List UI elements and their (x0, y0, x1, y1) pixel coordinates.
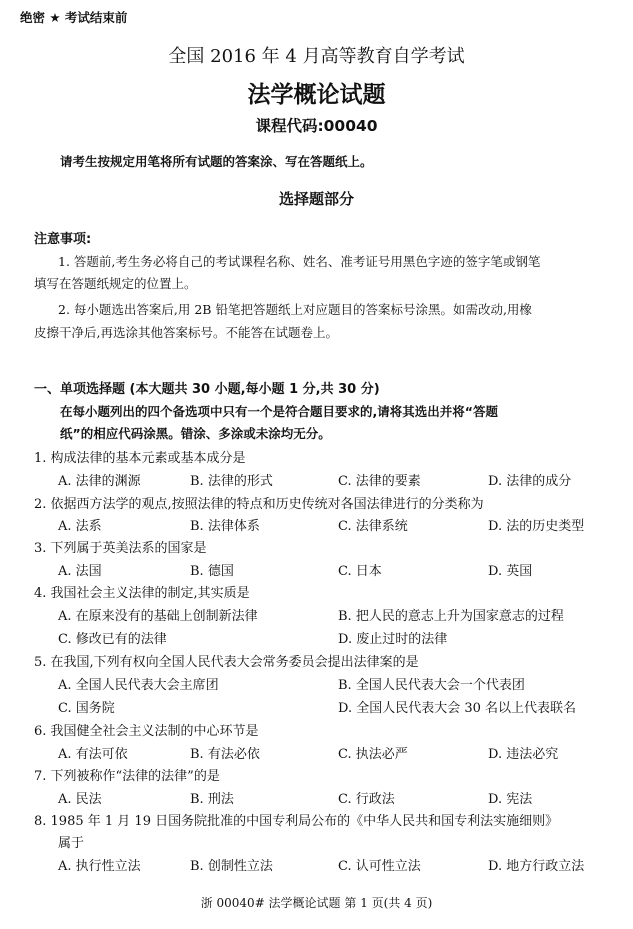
question-stem: 7. 下列被称作“法律的法律”的是 (34, 769, 220, 784)
option: C. 修改已有的法律 (58, 632, 167, 647)
option: D. 英国 (488, 564, 533, 579)
option: B. 把人民的意志上升为国家意志的过程 (338, 609, 564, 624)
notes-title: 注意事项: (34, 232, 92, 247)
section-desc-line: 在每小题列出的四个备选项中只有一个是符合题目要求的,请将其选出并将“答题 (60, 404, 498, 419)
option: B. 德国 (190, 564, 234, 579)
question-stem: 2. 依据西方法学的观点,按照法律的特点和历史传统对各国法律进行的分类称为 (34, 497, 484, 512)
option: A. 有法可依 (58, 747, 128, 762)
section-title: 一、单项选择题 (本大题共 30 小题,每小题 1 分,共 30 分) (34, 382, 380, 397)
option: A. 法律的渊源 (58, 474, 141, 489)
question-stem: 4. 我国社会主义法律的制定,其实质是 (34, 586, 250, 601)
part-title: 选择题部分 (278, 190, 354, 208)
option: C. 法律的要素 (338, 474, 421, 489)
option: D. 全国人民代表大会 30 名以上代表联名 (338, 701, 577, 716)
option: B. 刑法 (190, 792, 234, 807)
note-line: 1. 答题前,考生务必将自己的考试课程名称、姓名、准考证号用黑色字迹的签字笔或钢笔 (58, 254, 541, 269)
note-line: 2. 每小题选出答案后,用 2B 铅笔把答题纸上对应题目的答案标号涂黑。如需改动,用橡 (58, 302, 532, 317)
question-stem: 3. 下列属于英美法系的国家是 (34, 541, 207, 556)
option: C. 行政法 (338, 792, 395, 807)
option: C. 法律系统 (338, 519, 408, 534)
question-stem: 6. 我国健全社会主义法制的中心环节是 (34, 724, 259, 739)
option: D. 法律的成分 (488, 474, 572, 489)
option: D. 废止过时的法律 (338, 632, 448, 647)
option: C. 日本 (338, 564, 382, 579)
option: C. 执法必严 (338, 747, 408, 762)
option: C. 国务院 (58, 701, 115, 716)
question-stem-continued: 属于 (58, 836, 85, 851)
option: B. 有法必依 (190, 747, 260, 762)
option: B. 法律体系 (190, 519, 260, 534)
option: D. 地方行政立法 (488, 859, 585, 874)
section-desc-line: 纸”的相应代码涂黑。错涂、多涂或未涂均无分。 (60, 426, 331, 441)
paper-title: 法学概论试题 (247, 82, 386, 108)
answer-instruction: 请考生按规定用笔将所有试题的答案涂、写在答题纸上。 (60, 154, 373, 169)
option: A. 法国 (58, 564, 102, 579)
option: A. 民法 (58, 792, 102, 807)
page-footer: 浙 00040# 法学概论试题 第 1 页(共 4 页) (200, 896, 433, 910)
option: D. 违法必究 (488, 747, 559, 762)
option: A. 在原来没有的基础上创制新法律 (58, 609, 258, 624)
option: B. 全国人民代表大会一个代表团 (338, 678, 525, 693)
option: A. 全国人民代表大会主席团 (58, 678, 219, 693)
course-code: 课程代码:00040 (255, 117, 378, 135)
secret-label: 绝密 ★ 考试结束前 (20, 10, 128, 25)
option: A. 法系 (58, 519, 102, 534)
option: B. 法律的形式 (190, 474, 273, 489)
note-line: 皮擦干净后,再选涂其他答案标号。不能答在试题卷上。 (34, 325, 338, 340)
question-stem: 1. 构成法律的基本元素或基本成分是 (34, 451, 246, 466)
note-line: 填写在答题纸规定的位置上。 (34, 276, 197, 291)
option: D. 宪法 (488, 792, 533, 807)
option: C. 认可性立法 (338, 859, 421, 874)
option: B. 创制性立法 (190, 859, 273, 874)
question-stem: 8. 1985 年 1 月 19 日国务院批准的中国专利局公布的《中华人民共和国专利法实施细则》 (34, 814, 559, 829)
exam-title: 全国 2016 年 4 月高等教育自学考试 (168, 46, 465, 67)
option: D. 法的历史类型 (488, 519, 585, 534)
option: A. 执行性立法 (58, 859, 141, 874)
question-stem: 5. 在我国,下列有权向全国人民代表大会常务委员会提出法律案的是 (34, 655, 419, 670)
